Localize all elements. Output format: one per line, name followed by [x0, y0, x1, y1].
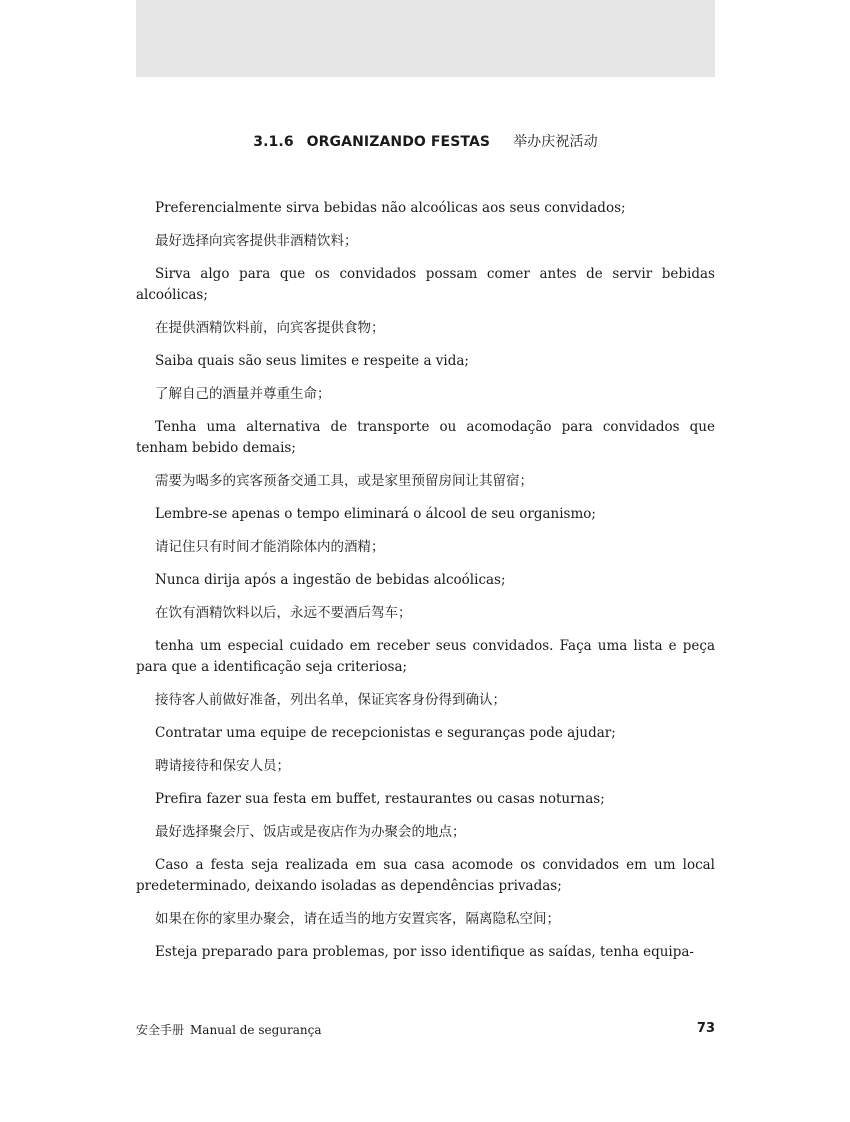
paragraph-zh: 最好选择向宾客提供非酒精饮料；	[155, 233, 358, 249]
footer-book-title	[136, 1021, 321, 1038]
paragraph-pt: tenha um especial cuidado em receber seus convidados. Faça uma lista e peça para que a identificação seja criteriosa;	[136, 638, 715, 675]
paragraph-zh: 接待客人前做好准备，列出名单，保证宾客身份得到确认；	[155, 692, 506, 708]
paragraph-zh: 请记住只有时间才能消除体内的酒精；	[155, 539, 385, 555]
section-number: 3.1.6	[253, 134, 294, 150]
section-title-pt: ORGANIZANDO FESTAS	[306, 134, 491, 150]
paragraph-zh: 聘请接待和保安人员；	[155, 758, 290, 774]
body-text	[136, 198, 715, 975]
paragraph-zh: 最好选择聚会厅、饭店或是夜店作为办聚会的地点；	[155, 824, 466, 840]
paragraph-pt: Tenha uma alternativa de transporte ou acomodação para convidados que tenham bebido demais;	[136, 419, 715, 456]
footer-book-title-zh: 安全手册	[136, 1023, 185, 1037]
section-title-zh: 举办庆祝活动	[513, 134, 598, 150]
paragraph-pt: Caso a festa seja realizada em sua casa acomode os convidados em um local predeterminado, deixando isoladas as dependências privadas;	[136, 857, 715, 894]
paragraph-pt: Nunca dirija após a ingestão de bebidas alcoólicas;	[155, 572, 506, 588]
footer-book-title-pt: Manual de segurança	[190, 1023, 322, 1037]
header-band	[136, 0, 715, 77]
paragraph-zh: 在饮有酒精饮料以后，永远不要酒后驾车；	[155, 605, 412, 621]
paragraph-pt: Prefira fazer sua festa em buffet, restaurantes ou casas noturnas;	[155, 791, 605, 807]
paragraph-pt: Sirva algo para que os convidados possam comer antes de servir bebidas alcoólicas;	[136, 266, 715, 303]
page-number: 73	[696, 1021, 715, 1036]
paragraph-pt: Saiba quais são seus limites e respeite a vida;	[155, 353, 469, 369]
paragraph-zh: 如果在你的家里办聚会，请在适当的地方安置宾客，隔离隐私空间；	[155, 911, 560, 927]
paragraph-zh: 需要为喝多的宾客预备交通工具，或是家里预留房间让其留宿；	[155, 473, 533, 489]
paragraph-pt: Contratar uma equipe de recepcionistas e seguranças pode ajudar;	[155, 725, 616, 741]
paragraph-zh: 了解自己的酒量并尊重生命；	[155, 386, 331, 402]
section-title	[136, 131, 715, 151]
paragraph-pt: Lembre-se apenas o tempo eliminará o álcool de seu organismo;	[155, 506, 596, 522]
paragraph-pt: Preferencialmente sirva bebidas não alcoólicas aos seus convidados;	[155, 200, 626, 216]
paragraph-zh: 在提供酒精饮料前，向宾客提供食物；	[155, 320, 385, 336]
paragraph-pt: Esteja preparado para problemas, por isso identifique as saídas, tenha equipa-	[155, 944, 694, 960]
